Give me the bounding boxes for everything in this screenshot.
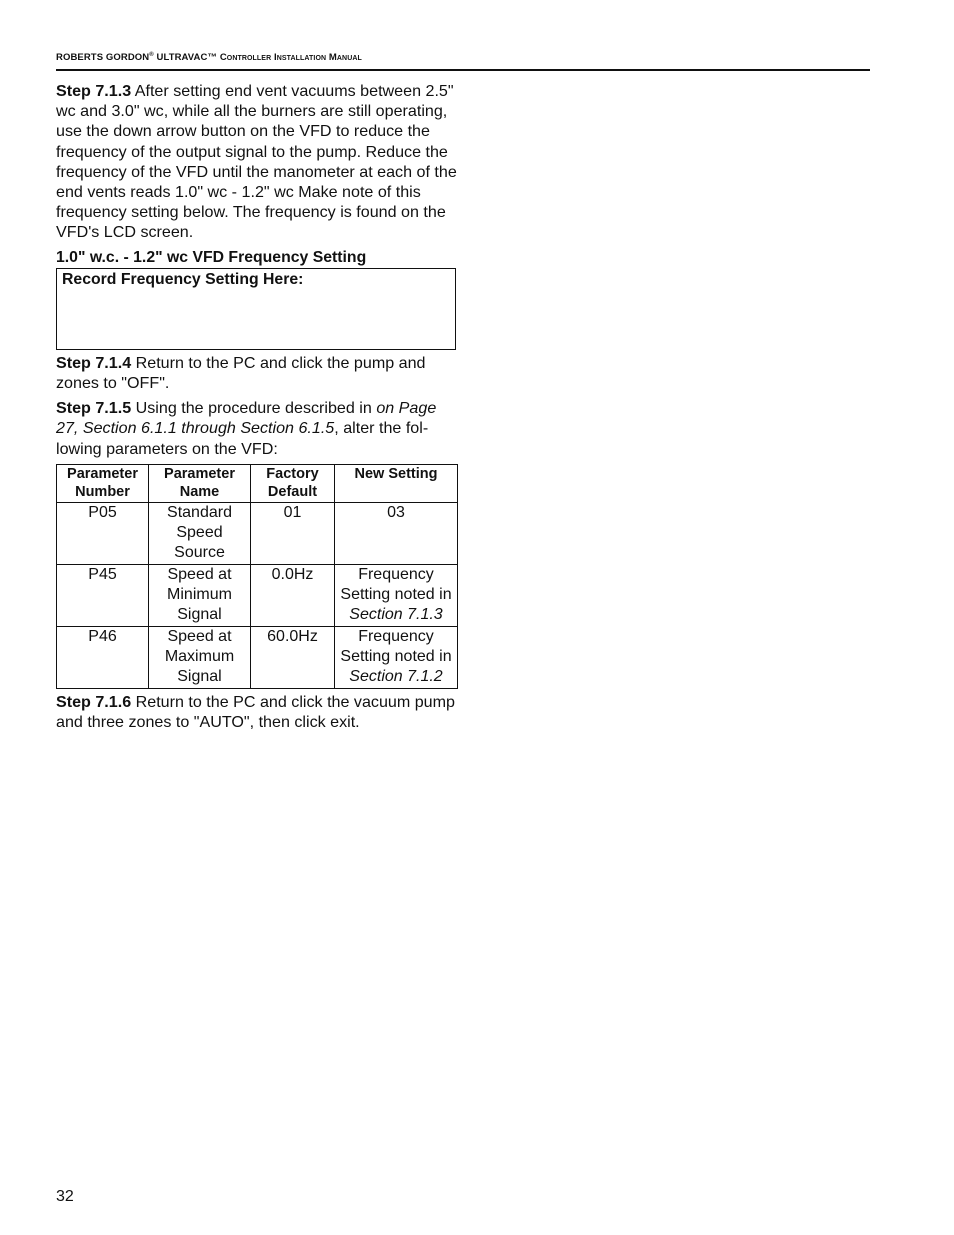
step-label: Step 7.1.3 (56, 82, 132, 100)
step-label: Step 7.1.5 (56, 399, 132, 418)
step-7-1-4 (56, 353, 458, 393)
cell-parameter-number: P46 (57, 626, 149, 688)
step-7-1-5 (56, 398, 458, 459)
record-frequency-box (56, 268, 456, 350)
cell-factory-default: 01 (251, 502, 335, 564)
header-factory-default: Factory Default (251, 464, 335, 502)
new-setting-section-ref: Section 7.1.2 (349, 668, 443, 686)
main-column (56, 81, 458, 732)
cell-new-setting (335, 564, 458, 626)
cell-parameter-number: P05 (57, 502, 149, 564)
registered-mark: ® (149, 52, 154, 58)
header-parameter-name: Parameter Name (149, 464, 251, 502)
step-label: Step 7.1.6 (56, 692, 132, 711)
new-setting-section-ref: Section 7.1.3 (349, 606, 443, 624)
table-row (57, 502, 458, 564)
step-label: Step 7.1.4 (56, 353, 132, 372)
step-7-1-6 (56, 692, 458, 732)
record-box-label: Record Frequency Setting Here: (62, 270, 304, 288)
cell-factory-default: 0.0Hz (251, 564, 335, 626)
cell-factory-default: 60.0Hz (251, 626, 335, 688)
step-text: Using the procedure described in (135, 399, 372, 418)
cell-parameter-name: Speed at Maximum Signal (149, 626, 251, 688)
cell-parameter-number: P45 (57, 564, 149, 626)
header-product: ULTRAVAC™ (156, 52, 218, 64)
header-new-setting: New Setting (335, 464, 458, 502)
cell-new-setting (335, 502, 458, 564)
new-setting-value: Frequency Setting noted in (340, 627, 452, 666)
step-text: Return to the PC and click the pump and zones to "OFF". (56, 353, 426, 393)
cell-new-setting (335, 626, 458, 688)
header-manual-title: Controller Installation Manual (219, 52, 362, 64)
step-7-1-3 (56, 81, 458, 243)
header-brand: ROBERTS GORDON (56, 52, 150, 64)
table-header-row (57, 464, 458, 502)
step-text: , alter the fol-lowing parameters on the VFD: (56, 419, 429, 458)
parameter-table (56, 464, 458, 689)
cell-parameter-name: Standard Speed Source (149, 502, 251, 564)
header-parameter-number: Parameter Number (57, 464, 149, 502)
new-setting-value: Frequency Setting noted in (340, 565, 452, 604)
table-row (57, 564, 458, 626)
frequency-setting-heading: 1.0" w.c. - 1.2" wc VFD Frequency Setting (56, 248, 367, 266)
step-text: After setting end vent vacuums between 2.5" wc and 3.0" wc, while all the burners are still operating, use the down arrow button on the VFD to reduce the frequency of the output signal to the pump. Reduce the frequency of the VFD until the manometer at each of the end vents reads 1.0" wc - 1.2" wc Make note of this frequency setting below. The frequency is found on the VFD's LCD screen. (56, 82, 457, 242)
page-number: 32 (56, 1188, 74, 1205)
table-row (57, 626, 458, 688)
running-header (56, 52, 870, 71)
new-setting-value: 03 (387, 503, 405, 521)
section-reference: on Page 27, Section 6.1.1 through Section 6.1.5 (56, 399, 437, 438)
step-text: Return to the PC and click the vacuum pump and three zones to "AUTO", then click exit. (56, 692, 455, 732)
cell-parameter-name: Speed at Minimum Signal (149, 564, 251, 626)
